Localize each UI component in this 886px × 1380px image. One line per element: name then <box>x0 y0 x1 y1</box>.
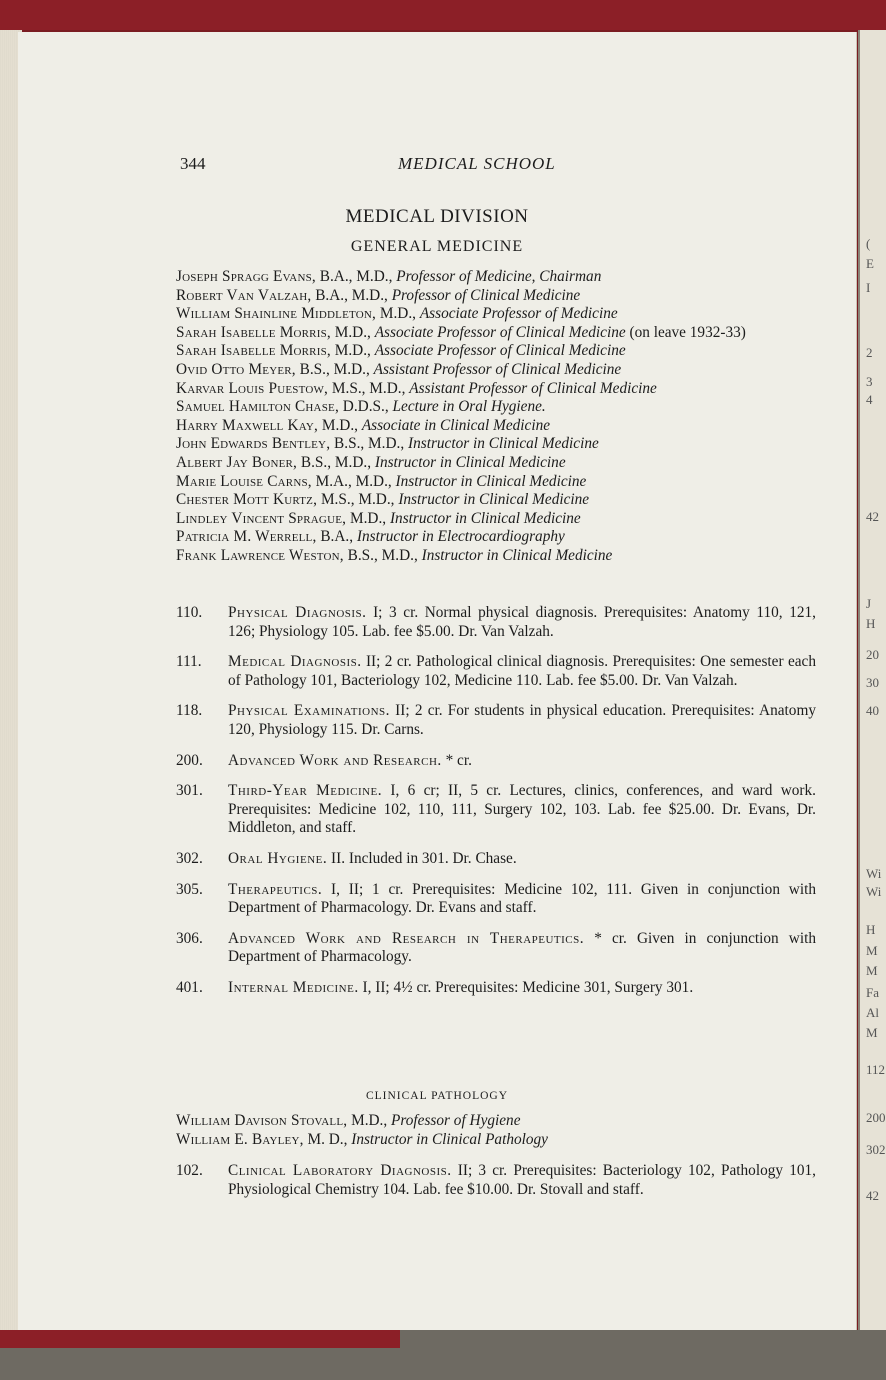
faculty-title: Associate Professor of Clinical Medicine <box>374 342 626 360</box>
faculty-name: Harry Maxwell Kay, <box>176 416 319 434</box>
facing-page-fragment: 42 <box>866 509 879 524</box>
faculty-note: (on leave 1932-33) <box>625 323 746 341</box>
faculty-name: Marie Louise Carns, <box>176 472 312 490</box>
faculty-entry <box>176 473 816 492</box>
faculty-list <box>176 268 816 566</box>
course-description: II; 2 cr. For students in physical education. Prerequisites: Anatomy 120, Physiology 115. Dr. Carns. <box>228 702 816 738</box>
page-number: 344 <box>180 154 206 173</box>
course-name: Physical Examinations. <box>228 702 390 720</box>
facing-page-fragment: 2 <box>866 345 873 360</box>
course-number: 111. <box>176 653 202 671</box>
faculty-degrees: M.D., <box>346 509 390 527</box>
clinical-course-list <box>176 1162 816 1211</box>
facing-page-fragment: 40 <box>866 703 879 718</box>
course-entry <box>176 930 816 967</box>
course-number: 301. <box>176 782 203 800</box>
course-description: II; 2 cr. Pathological clinical diagnosis. Prerequisites: One semester each of Pathology 101, Bacteriology 102, Medicine 110. Lab. fee $5.00. Dr. Van Valzah. <box>228 653 816 689</box>
facing-page-fragment: 4 <box>866 392 873 407</box>
course-entry <box>176 1162 816 1199</box>
faculty-entry <box>176 547 816 566</box>
faculty-entry <box>176 491 816 510</box>
course-number: 302. <box>176 849 203 867</box>
course-entry <box>176 604 816 641</box>
faculty-entry <box>176 268 816 287</box>
facing-page-fragment: 30 <box>866 675 879 690</box>
facing-page-fragment: M <box>866 943 878 958</box>
faculty-entry <box>176 305 816 324</box>
faculty-entry <box>176 287 816 306</box>
course-number: 102. <box>176 1162 203 1179</box>
course-number: 305. <box>176 880 203 898</box>
faculty-degrees: M.D., <box>330 323 375 341</box>
course-entry <box>176 752 816 771</box>
course-name: Therapeutics. <box>228 880 323 898</box>
course-entry <box>176 782 816 838</box>
course-name: Advanced Work and Research in Therapeutics. <box>228 929 585 947</box>
course-number: 200. <box>176 751 203 769</box>
faculty-name: Lindley Vincent Sprague, <box>176 509 347 527</box>
course-description: I; 3 cr. Normal physical diagnosis. Prerequisites: Anatomy 110, 121, 126; Physiology 105. Lab. fee $5.00. Dr. Van Valzah. <box>228 604 816 640</box>
page-content <box>18 32 856 1332</box>
faculty-title: Assistant Professor of Clinical Medicine <box>409 379 657 397</box>
facing-page-fragment: 42 <box>866 1188 879 1203</box>
faculty-entry <box>176 417 816 436</box>
faculty-name: Chester Mott Kurtz, <box>176 491 318 509</box>
facing-page-fragment: 302 <box>866 1142 886 1157</box>
course-name: Physical Diagnosis. <box>228 604 367 621</box>
section-title: GENERAL MEDICINE <box>350 238 524 255</box>
faculty-degrees: B.A., M.D., <box>311 286 392 304</box>
faculty-entry <box>176 528 816 547</box>
faculty-entry <box>176 454 816 473</box>
faculty-degrees: B.S., M.D., <box>330 435 408 453</box>
clinical-faculty-list <box>176 1112 816 1149</box>
book-bottom-edge <box>0 1330 886 1380</box>
faculty-title: Professor of Medicine, Chairman <box>396 268 602 285</box>
faculty-title: Professor of Hygiene <box>391 1112 521 1129</box>
running-title: MEDICAL SCHOOL <box>398 154 556 173</box>
faculty-degrees: M.D., <box>347 1112 392 1129</box>
faculty-name: Patricia M. Werrell, <box>176 528 317 546</box>
course-number: 306. <box>176 929 203 947</box>
faculty-name: Albert Jay Boner, <box>176 453 298 471</box>
faculty-entry <box>176 342 816 361</box>
faculty-degrees: D.D.S., <box>338 398 393 416</box>
course-description: * cr. <box>441 751 472 769</box>
faculty-name: Samuel Hamilton Chase, <box>176 398 339 416</box>
faculty-degrees: B.A., M.D., <box>315 268 397 285</box>
faculty-title: Associate Professor of Medicine <box>419 305 618 323</box>
course-name: Clinical Laboratory Diagnosis. <box>228 1162 452 1179</box>
clinical-faculty-entry <box>176 1112 816 1131</box>
faculty-entry <box>176 324 816 343</box>
facing-page-fragment: Wi <box>866 884 882 899</box>
course-name: Oral Hygiene. <box>228 849 328 867</box>
course-number: 110. <box>176 604 203 621</box>
faculty-title: Instructor in Clinical Medicine <box>395 472 587 490</box>
faculty-name: William Davison Stovall, <box>176 1112 348 1129</box>
faculty-entry <box>176 398 816 417</box>
faculty-name: Frank Lawrence Weston, <box>176 546 344 564</box>
faculty-entry <box>176 510 816 529</box>
faculty-title: Associate Professor of Clinical Medicine <box>374 323 626 341</box>
faculty-title: Associate in Clinical Medicine <box>361 416 551 434</box>
faculty-degrees: M.S., M.D., <box>317 491 399 509</box>
faculty-name: Robert Van Valzah, <box>176 286 312 304</box>
course-description: II; 3 cr. Prerequisites: Bacteriology 102, Pathology 101, Physiological Chemistry 104. Lab. fee $10.00. Dr. Stovall and staff. <box>228 1162 816 1198</box>
faculty-title: Instructor in Clinical Medicine <box>408 435 599 453</box>
faculty-degrees: B.S., M.D., <box>343 546 422 564</box>
faculty-name: Ovid Otto Meyer, <box>176 360 296 378</box>
faculty-degrees: M.S., M.D., <box>328 379 410 397</box>
facing-page-fragment: Al <box>866 1005 879 1020</box>
course-entry <box>176 653 816 690</box>
faculty-name: William E. Bayley, <box>176 1130 304 1148</box>
clinical-pathology-heading: CLINICAL PATHOLOGY <box>365 1090 509 1102</box>
faculty-title: Assistant Professor of Clinical Medicine <box>373 360 622 378</box>
course-name: Medical Diagnosis. <box>228 653 362 671</box>
faculty-name: Sarah Isabelle Morris, <box>176 342 331 360</box>
facing-page-fragment: J <box>866 596 872 611</box>
course-entry <box>176 702 816 739</box>
course-description: I, 6 cr; II, 5 cr. Lectures, clinics, conferences, and ward work. Prerequisites: Medicine 102, 110, 111, Surgery 102, 103. Lab. fee $25.00. Dr. Evans, Dr. Middleton, and staff. <box>228 782 816 837</box>
facing-page-fragment: Fa <box>866 985 879 1000</box>
faculty-entry <box>176 380 816 399</box>
facing-page-fragment: M <box>866 963 878 978</box>
faculty-degrees: M.D., <box>376 305 420 323</box>
facing-page-fragment: E <box>866 256 874 271</box>
facing-page-fragment: 112 <box>866 1062 886 1077</box>
faculty-entry <box>176 435 816 454</box>
faculty-name: Sarah Isabelle Morris, <box>176 323 331 341</box>
facing-page-fragment: ( <box>866 236 871 251</box>
course-entry <box>176 850 816 869</box>
course-name: Internal Medicine. <box>228 978 359 996</box>
course-entry <box>176 979 816 998</box>
facing-page-fragment: H <box>866 922 876 937</box>
faculty-title: Lecture in Oral Hygiene. <box>392 398 546 416</box>
faculty-name: Karvar Louis Puestow, <box>176 379 329 397</box>
facing-page-fragment: 20 <box>866 647 879 662</box>
facing-page-fragment: Wi <box>866 866 882 881</box>
faculty-title: Instructor in Clinical Pathology <box>351 1130 548 1148</box>
course-description: * cr. Given in conjunction with Department of Pharmacology. <box>228 929 817 966</box>
course-list <box>176 604 816 1010</box>
faculty-title: Instructor in Clinical Medicine <box>389 509 581 527</box>
facing-page-edge <box>858 30 886 1340</box>
course-description: I, II; 1 cr. Prerequisites: Medicine 102, 111. Given in conjunction with Department of Pharmacology. Dr. Evans and staff. <box>228 880 816 917</box>
faculty-degrees: M.D., <box>330 342 375 360</box>
faculty-name: John Edwards Bentley, <box>176 435 331 453</box>
division-title: MEDICAL DIVISION <box>345 206 529 227</box>
faculty-name: Joseph Spragg Evans, <box>176 268 316 285</box>
facing-page-fragment: I <box>866 280 871 295</box>
faculty-entry <box>176 361 816 380</box>
book-page <box>18 32 857 1332</box>
faculty-degrees: B.S., M.D., <box>297 453 375 471</box>
faculty-degrees: B.A., <box>316 528 357 546</box>
faculty-name: William Shainline Middleton, <box>176 305 377 323</box>
faculty-title: Professor of Clinical Medicine <box>391 286 581 304</box>
facing-page-fragment: 3 <box>866 374 873 389</box>
course-number: 118. <box>176 702 203 720</box>
faculty-degrees: M. D., <box>303 1130 352 1148</box>
facing-page-fragment: 200 <box>866 1110 886 1125</box>
facing-page-fragment: M <box>866 1025 878 1040</box>
course-description: I, II; 4½ cr. Prerequisites: Medicine 301, Surgery 301. <box>358 978 694 996</box>
course-name: Third-Year Medicine. <box>228 782 383 800</box>
faculty-degrees: M.D., <box>318 416 362 434</box>
course-entry <box>176 881 816 918</box>
book-spine-top <box>0 0 886 30</box>
course-description: II. Included in 301. Dr. Chase. <box>327 849 517 867</box>
facing-page-fragment: H <box>866 616 876 631</box>
faculty-degrees: M.A., M.D., <box>311 472 396 490</box>
faculty-title: Instructor in Electrocardiography <box>356 528 565 546</box>
faculty-title: Instructor in Clinical Medicine <box>374 453 566 471</box>
clinical-faculty-entry <box>176 1131 816 1150</box>
faculty-title: Instructor in Clinical Medicine <box>421 546 613 564</box>
faculty-degrees: B.S., M.D., <box>295 360 374 378</box>
course-number: 401. <box>176 978 203 996</box>
course-name: Advanced Work and Research. <box>228 751 442 769</box>
faculty-title: Instructor in Clinical Medicine <box>398 491 590 509</box>
